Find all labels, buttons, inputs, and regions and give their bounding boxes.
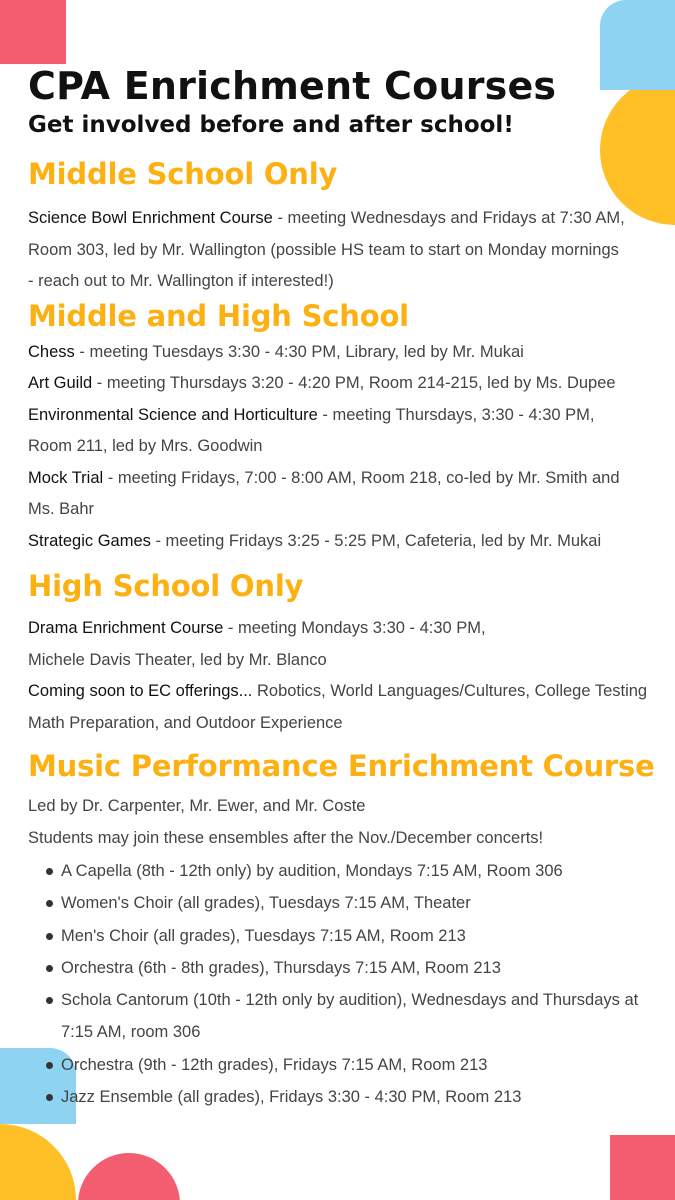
coming-soon-details: Robotics, World Languages/Cultures, College Testing Math Preparation, and Outdoor Experience [28, 682, 648, 732]
course-details: - meeting Wednesdays and Fridays at 7:30 AM, Room 303, led by Mr. Wallington (possible HS team to start on Monday mornings - reach out to Mr. Wallington if interested!) [28, 209, 625, 290]
section-music [28, 747, 668, 1113]
course-label: Strategic Games [28, 531, 151, 550]
course-details: - meeting Fridays 3:25 - 5:25 PM, Cafeteria, led by Mr. Mukai [150, 531, 602, 550]
page-subtitle: Get involved before and after school! [28, 112, 514, 138]
course-details: - meeting Fridays, 7:00 - 8:00 AM, Room 218, co-led by Mr. Smith and Ms. Bahr [28, 468, 620, 518]
decor-pink-square-bottom-right [610, 1135, 675, 1200]
course-chess [28, 337, 653, 369]
section-high-school [28, 567, 668, 739]
course-drama-location: Michele Davis Theater, led by Mr. Blanco [28, 650, 327, 669]
section-heading-high: High School Only [28, 569, 304, 603]
list-item: A Capella (8th - 12th only) by audition, Mondays 7:15 AM, Room 306 [46, 855, 646, 887]
course-strategic-games [28, 526, 653, 558]
list-item: Women's Choir (all grades), Tuesdays 7:15 AM, Theater [46, 887, 646, 919]
list-item: Jazz Ensemble (all grades), Fridays 3:30 - 4:30 PM, Room 213 [46, 1081, 646, 1113]
list-item: Schola Cantorum (10th - 12th only by audition), Wednesdays and Thursdays at 7:15 AM, room 306 [46, 984, 646, 1049]
list-item: Men's Choir (all grades), Tuesdays 7:15 AM, Room 213 [46, 920, 646, 952]
list-item: Orchestra (9th - 12th grades), Fridays 7:15 AM, Room 213 [46, 1049, 646, 1081]
course-label: Art Guild [28, 374, 93, 392]
course-label: Chess [28, 342, 75, 361]
coming-soon-label: Coming soon to EC offerings... [28, 682, 253, 700]
course-label: Science Bowl Enrichment Course [28, 209, 273, 227]
page-title: CPA Enrichment Courses [28, 64, 557, 108]
decor-yellow-circle-bottom-left [0, 1124, 76, 1200]
coming-soon [28, 676, 658, 739]
course-details: - meeting Mondays 3:30 - 4:30 PM, [223, 619, 486, 637]
course-mock-trial [28, 463, 628, 526]
list-item: Orchestra (6th - 8th grades), Thursdays 7:15 AM, Room 213 [46, 952, 646, 984]
section-middle-high-school [28, 297, 668, 558]
course-label: Drama Enrichment Course [28, 619, 224, 637]
section-heading-middle-high: Middle and High School [28, 298, 409, 333]
ensemble-list [46, 855, 646, 1113]
course-label: Mock Trial [28, 468, 104, 487]
course-art-guild [28, 368, 653, 400]
course-details: - meeting Thursdays, 3:30 - 4:30 PM, Room 211, led by Mrs. Goodwin [28, 405, 595, 455]
decor-pink-square-top-left [0, 0, 66, 64]
course-science-bowl [28, 203, 628, 298]
flyer-content [28, 62, 668, 1113]
section-heading-music: Music Performance Enrichment Course [28, 749, 655, 783]
section-middle-school [28, 155, 668, 298]
course-environmental-science [28, 400, 638, 463]
course-details: - meeting Thursdays 3:20 - 4:20 PM, Room 214-215, led by Ms. Dupee [92, 374, 616, 392]
music-note: Students may join these ensembles after the Nov./December concerts! [28, 828, 544, 847]
course-details: - meeting Tuesdays 3:30 - 4:30 PM, Library, led by Mr. Mukai [74, 342, 524, 361]
course-label: Environmental Science and Horticulture [28, 405, 318, 424]
decor-pink-circle-bottom [78, 1153, 180, 1200]
course-drama [28, 613, 658, 645]
music-led-by: Led by Dr. Carpenter, Mr. Ewer, and Mr. Coste [28, 797, 366, 815]
section-heading-middle: Middle School Only [28, 157, 338, 191]
